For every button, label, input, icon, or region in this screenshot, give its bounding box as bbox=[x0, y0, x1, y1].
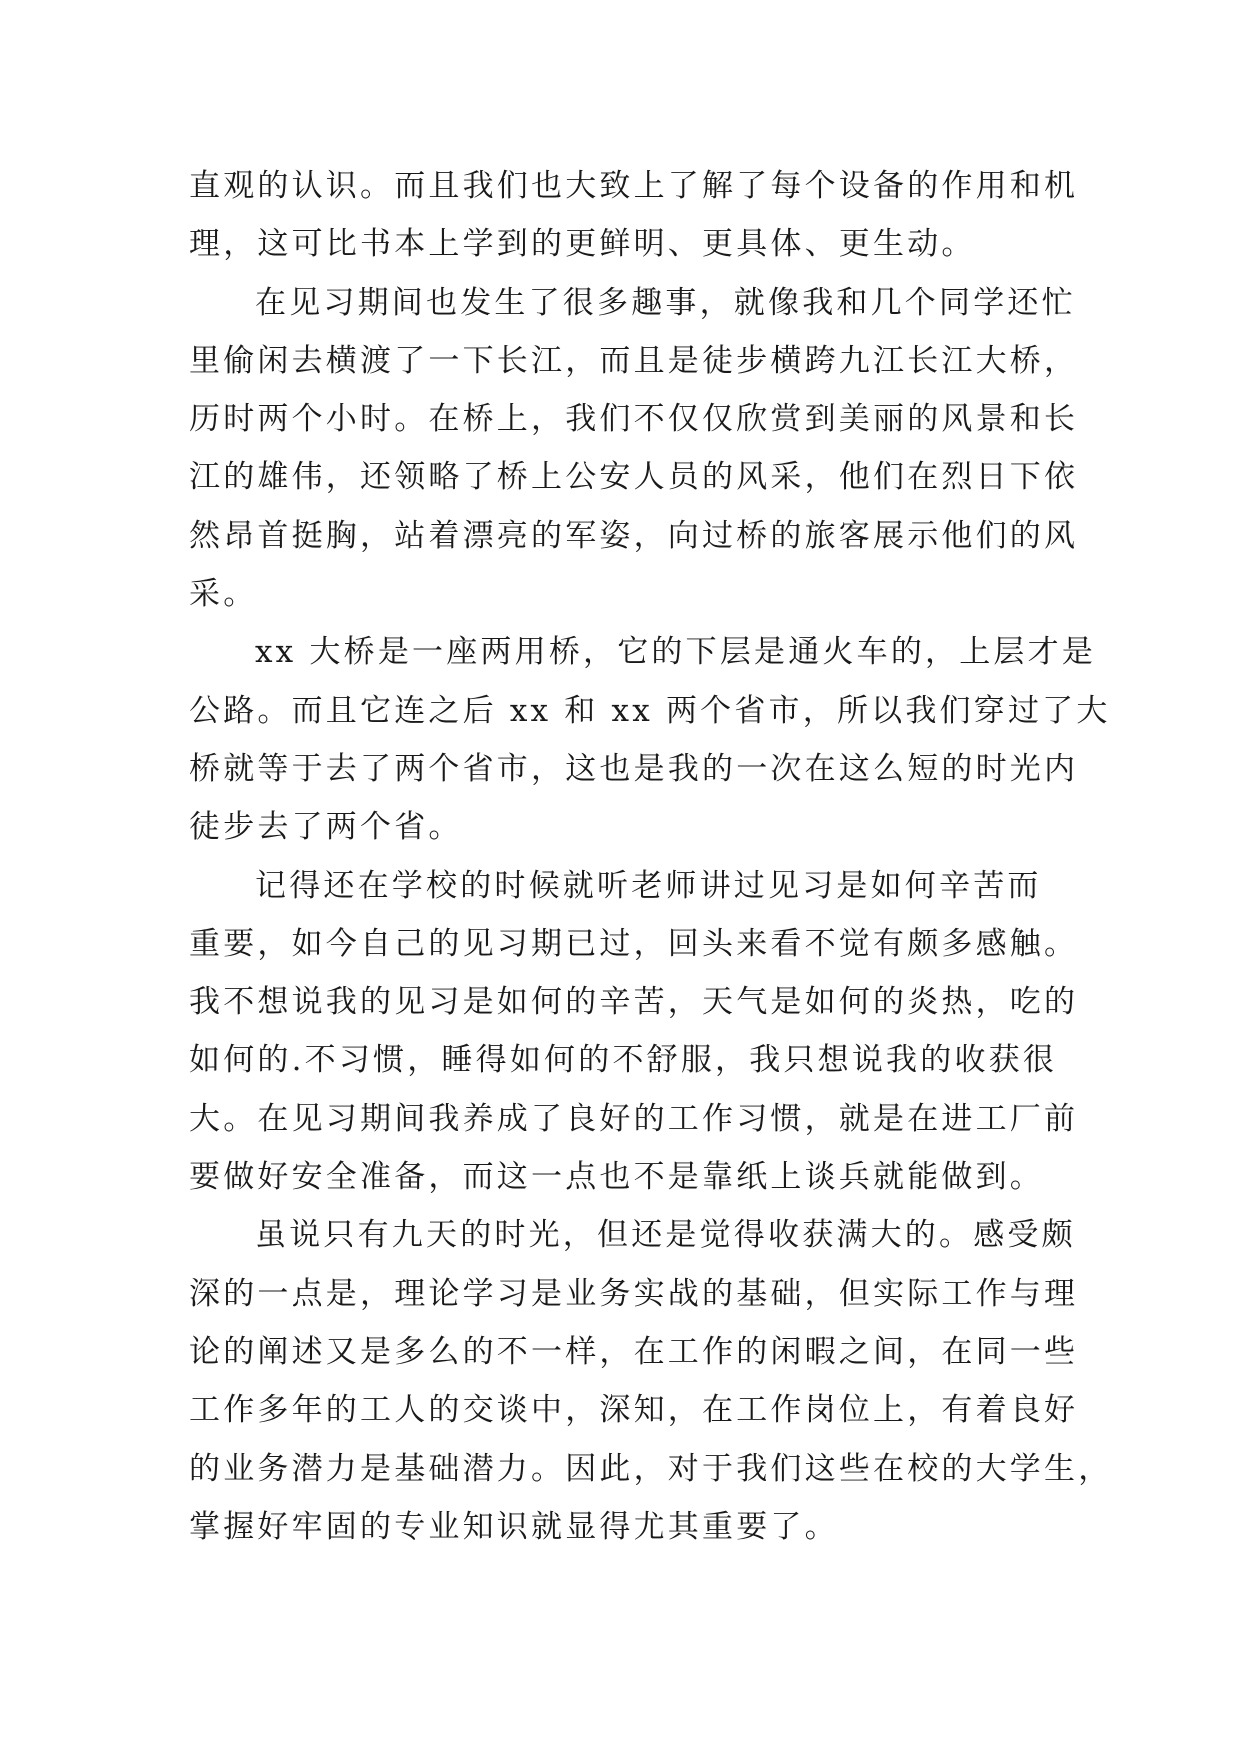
text-line: 要做好安全准备，而这一点也不是靠纸上谈兵就能做到。 bbox=[189, 1159, 1044, 1196]
text-line: 如何的.不习惯，睡得如何的不舒服，我只想说我的收获很 bbox=[189, 1042, 1058, 1079]
paragraph-start-line: 虽说只有九天的时光，但还是觉得收获满大的。感受颇 bbox=[255, 1217, 1076, 1254]
text-line: 大。在见习期间我养成了良好的工作习惯，就是在进工厂前 bbox=[189, 1100, 1079, 1137]
text-line: 徒步去了两个省。 bbox=[189, 809, 463, 846]
text-line: 公路。而且它连之后 xx 和 xx 两个省市，所以我们穿过了大 bbox=[189, 692, 1111, 729]
text-line: 论的阐述又是多么的不一样，在工作的闲暇之间，在同一些 bbox=[189, 1333, 1079, 1370]
text-line: 深的一点是，理论学习是业务实战的基础，但实际工作与理 bbox=[189, 1275, 1079, 1312]
text-line: 历时两个小时。在桥上，我们不仅仅欣赏到美丽的风景和长 bbox=[189, 401, 1079, 438]
text-line: 直观的认识。而且我们也大致上了解了每个设备的作用和机 bbox=[189, 168, 1079, 204]
text-line: 掌握好牢固的专业知识就显得尤其重要了。 bbox=[189, 1508, 839, 1545]
paragraph-start-line: 记得还在学校的时候就听老师讲过见习是如何辛苦而 bbox=[255, 867, 1042, 904]
text-line: 工作多年的工人的交谈中，深知，在工作岗位上，有着良好 bbox=[189, 1392, 1079, 1429]
text-line: 我不想说我的见习是如何的辛苦，天气是如何的炎热，吃的 bbox=[189, 984, 1079, 1021]
text-line: 里偷闲去横渡了一下长江，而且是徒步横跨九江长江大桥， bbox=[189, 342, 1079, 379]
paragraph-start-line: xx 大桥是一座两用桥，它的下层是通火车的，上层才是 bbox=[255, 634, 1097, 671]
text-line: 重要，如今自己的见习期已过，回头来看不觉有颇多感触。 bbox=[189, 925, 1079, 962]
text-line: 江的雄伟，还领略了桥上公安人员的风采，他们在烈日下依 bbox=[189, 459, 1079, 496]
text-line: 理，这可比书本上学到的更鲜明、更具体、更生动。 bbox=[189, 226, 976, 263]
text-line: 采。 bbox=[189, 576, 258, 613]
paragraph-start-line: 在见习期间也发生了很多趣事，就像我和几个同学还忙 bbox=[255, 284, 1076, 321]
document-body bbox=[189, 157, 1113, 1556]
text-line: 桥就等于去了两个省市，这也是我的一次在这么短的时光内 bbox=[189, 750, 1079, 787]
text-line: 的业务潜力是基础潜力。因此，对于我们这些在校的大学生， bbox=[189, 1450, 1113, 1487]
text-line: 然昂首挺胸，站着漂亮的军姿，向过桥的旅客展示他们的风 bbox=[189, 517, 1079, 554]
